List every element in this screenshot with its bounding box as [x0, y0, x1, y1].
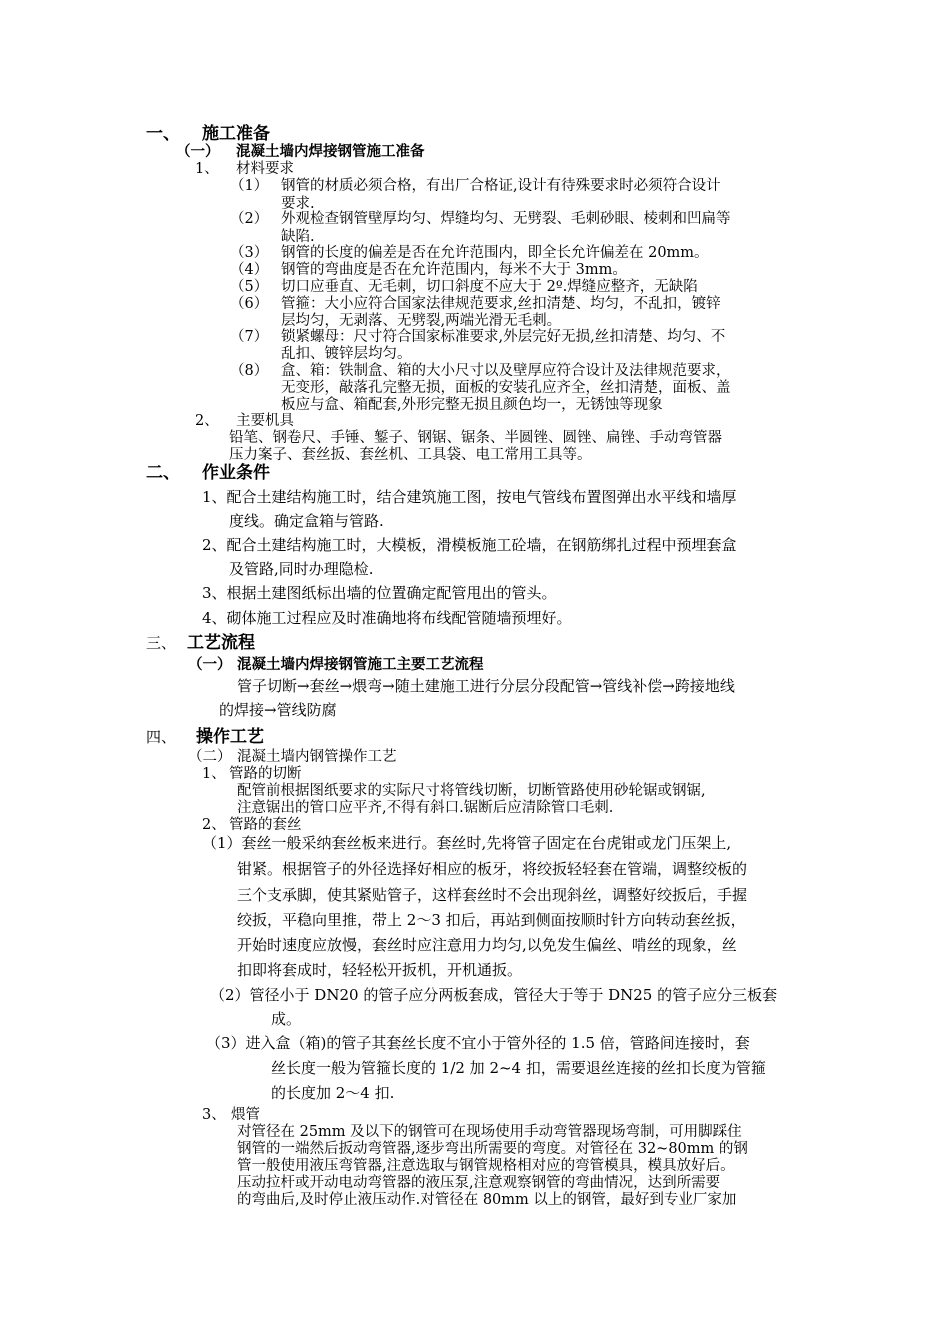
op-3-title: 煨管	[231, 1107, 260, 1123]
subsection-1-number: （一）	[176, 144, 220, 160]
section-1-title: 施工准备	[202, 124, 270, 144]
thread-p1-line-3: 三个支承脚，使其紧贴管子，这样套丝时不会出现斜丝，调整好绞扳后，手握	[237, 886, 748, 904]
section-2-title: 作业条件	[202, 463, 270, 483]
req-5-number: （5）	[230, 279, 269, 295]
condition-4: 4、砌体施工过程应及时准确地将布线配管随墙预埋好。	[202, 609, 572, 627]
bend-line-5: 的弯曲后,及时停止液压动作.对管径在 80mm 以上的钢管，最好到专业厂家加	[237, 1192, 737, 1208]
condition-3: 3、根据土建图纸标出墙的位置确定配管甩出的管头。	[202, 584, 557, 602]
section-2-number: 二、	[146, 463, 180, 483]
item-1-title: 材料要求	[236, 161, 294, 177]
thread-p3-line-2: 丝长度一般为管箍长度的 1/2 加 2~4 扣，需要退丝连接的丝扣长度为管箍	[271, 1059, 766, 1077]
subsection-3-number: （一）	[188, 657, 232, 673]
op-1-number: 1、	[202, 766, 226, 782]
condition-1-line-1: 1、配合土建结构施工时，结合建筑施工图，按电气管线布置图弹出水平线和墙厚	[202, 488, 737, 506]
subsection-3-title: 混凝土墙内焊接钢管施工主要工艺流程	[237, 657, 484, 673]
op-2-number: 2、	[202, 817, 226, 833]
req-3-number: （3）	[230, 245, 269, 261]
section-3-title: 工艺流程	[187, 633, 255, 653]
req-4-number: （4）	[230, 262, 269, 278]
thread-p1-line-1: （1）套丝一般采纳套丝板来进行。套丝时,先将管子固定在台虎钳或龙门压架上,	[202, 834, 732, 852]
req-8-line-1: 盒、箱：铁制盒、箱的大小尺寸以及壁厚应符合设计及法律规范要求，	[281, 363, 731, 379]
req-7-line-2: 乱扣、镀锌层均匀。	[281, 346, 412, 362]
thread-p2-line-2: 成。	[271, 1010, 302, 1028]
req-7-line-1: 锁紧螺母：尺寸符合国家标准要求,外层完好无损,丝扣清楚、均匀、不	[281, 329, 726, 345]
req-6-number: （6）	[230, 296, 269, 312]
subsection-4-number: （二）	[188, 749, 232, 765]
item-2-number: 2、	[195, 413, 219, 429]
condition-2-line-2: 及管路,同时办理隐检.	[229, 560, 374, 578]
section-4-title: 操作工艺	[196, 727, 264, 747]
req-1-number: （1）	[230, 178, 269, 194]
section-4-number: 四、	[146, 728, 177, 746]
req-3-line-1: 钢管的长度的偏差是否在允许范围内，即全长允许偏差在 20mm。	[281, 245, 709, 261]
bend-line-3: 管一般使用液压弯管器,注意选取与钢管规格相对应的弯管模具，模具放好后。	[237, 1158, 735, 1174]
req-7-number: （7）	[230, 329, 269, 345]
req-6-line-2: 层均匀，无剥落、无劈裂,两端光滑无毛刺。	[281, 313, 562, 329]
thread-p2-line-1: （2）管径小于 DN20 的管子应分两板套成，管径大于等于 DN25 的管子应分三板套	[210, 986, 778, 1004]
op-1-line-2: 注意锯出的管口应平齐,不得有斜口.锯断后应清除管口毛刺.	[237, 800, 614, 816]
op-1-title: 管路的切断	[229, 766, 302, 782]
subsection-1-title: 混凝土墙内焊接钢管施工准备	[236, 144, 425, 160]
thread-p1-line-4: 绞扳，平稳向里推，带上 2～3 扣后，再站到侧面按顺时针方向转动套丝扳，	[237, 911, 746, 929]
thread-p1-line-6: 扣即将套成时，轻轻松开扳机，开机通扳。	[237, 961, 523, 979]
req-2-number: （2）	[230, 211, 269, 227]
bend-line-2: 钢管的一端然后扳动弯管器,逐步弯出所需要的弯度。对管径在 32~80mm 的钢	[237, 1141, 748, 1157]
req-1-line-2: 要求.	[281, 196, 315, 212]
req-1-line-1: 钢管的材质必须合格，有出厂合格证,设计有待殊要求时必须符合设计	[281, 178, 721, 194]
subsection-4-title: 混凝土墙内钢管操作工艺	[237, 749, 397, 765]
req-5-line-1: 切口应垂直、无毛刺，切口斜度不应大于 2º.焊缝应整齐，无缺陷	[281, 279, 698, 295]
req-8-line-2: 无变形，敲落孔完整无损，面板的安装孔应齐全，丝扣清楚，面板、盖	[281, 380, 731, 396]
tools-line-2: 压力案子、套丝扳、套丝机、工具袋、电工常用工具等。	[229, 447, 592, 463]
condition-1-line-2: 度线。确定盒箱与管路.	[229, 512, 384, 530]
req-2-line-1: 外观检查钢管壁厚均匀、焊缝均匀、无劈裂、毛刺砂眼、棱刺和凹扁等	[281, 211, 731, 227]
req-2-line-2: 缺陷.	[281, 229, 315, 245]
thread-p3-line-3: 的长度加 2～4 扣.	[271, 1084, 395, 1102]
op-2-title: 管路的套丝	[229, 817, 302, 833]
op-3-number: 3、	[202, 1107, 226, 1123]
req-8-line-3: 板应与盒、箱配套,外形完整无损且颜色均一，无锈蚀等现象	[281, 397, 663, 413]
bend-line-4: 压动拉杆或开动电动弯管器的液压泵,注意观察钢管的弯曲情况，达到所需要	[237, 1175, 721, 1191]
process-flow-line-2: 的焊接→管线防腐	[219, 701, 337, 719]
req-8-number: （8）	[230, 363, 269, 379]
bend-line-1: 对管径在 25mm 及以下的钢管可在现场使用手动弯管器现场弯制，可用脚踩住	[237, 1124, 742, 1140]
item-1-number: 1、	[195, 161, 219, 177]
section-1-number: 一、	[146, 124, 180, 144]
thread-p1-line-5: 开始时速度应放慢，套丝时应注意用力均匀,以免发生偏丝、啃丝的现象，丝	[237, 936, 737, 954]
req-4-line-1: 钢管的弯曲度是否在允许范围内，每米不大于 3mm。	[281, 262, 627, 278]
tools-line-1: 铅笔、钢卷尺、手锤、錾子、钢锯、锯条、半圆锉、圆锉、扁锉、手动弯管器	[229, 430, 722, 446]
process-flow-line-1: 管子切断→套丝→煨弯→随土建施工进行分层分段配管→管线补偿→跨接地线	[237, 677, 735, 695]
condition-2-line-1: 2、配合土建结构施工时，大模板，滑模板施工砼墙，在钢筋绑扎过程中预埋套盒	[202, 536, 737, 554]
thread-p1-line-2: 钳紧。根据管子的外径选择好相应的板牙，将绞扳轻轻套在管端，调整绞板的	[237, 860, 748, 878]
req-6-line-1: 管箍：大小应符合国家法律规范要求,丝扣清楚、均匀，不乱扣，镀锌	[281, 296, 721, 312]
section-3-number: 三、	[146, 634, 177, 652]
item-2-title: 主要机具	[236, 413, 294, 429]
thread-p3-line-1: （3）进入盒（箱)的管子其套丝长度不宜小于管外径的 1.5 倍，管路间连接时，套	[206, 1034, 750, 1052]
op-1-line-1: 配管前根据图纸要求的实际尺寸将管线切断，切断管路使用砂轮锯或钢锯,	[237, 783, 706, 799]
